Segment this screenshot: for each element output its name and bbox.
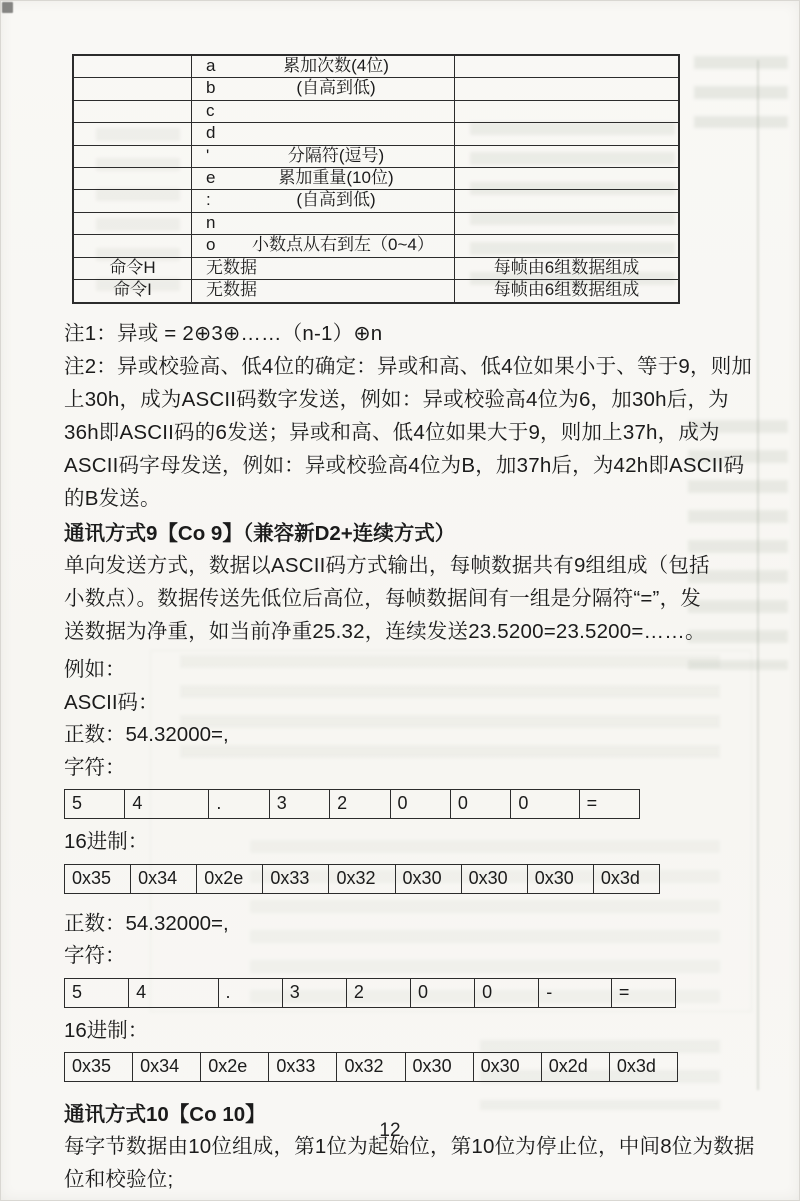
table-row xyxy=(74,190,678,212)
hex-cell: 0x2d xyxy=(542,1053,610,1081)
field-key: o xyxy=(206,235,216,255)
section-body-co9: 单向发送方式，数据以ASCII码方式输出，每帧数据共有9组组成（包括小数点）。数据传送先低位后高位，每帧数据间有一组是分隔符“=”，发送数据为净重，如当前净重25.32，连续发送23.5200=23.5200=……。 xyxy=(64,554,710,644)
command-cell xyxy=(74,101,192,122)
character-cell: 2 xyxy=(330,790,390,818)
hex-cell: 0x33 xyxy=(263,865,329,893)
table-row xyxy=(74,213,678,235)
field-key: 无数据 xyxy=(206,279,257,299)
field-cell xyxy=(192,78,455,99)
ascii-label: ASCII码： xyxy=(64,690,159,714)
positive-number-label: 正数：54.32000=, xyxy=(64,723,229,747)
field-description: 小数点从右到左（0~4） xyxy=(252,235,434,255)
frame-note-cell xyxy=(455,190,678,211)
field-description: 分隔符(逗号) xyxy=(287,145,385,165)
command-cell xyxy=(74,235,192,256)
example-label: 例如： xyxy=(64,658,126,682)
field-cell xyxy=(192,168,455,189)
table-row xyxy=(74,146,678,168)
command-cell xyxy=(74,78,192,99)
command-cell xyxy=(74,123,192,144)
positive-number-label: 正数：54.32000=, xyxy=(64,911,229,935)
field-cell xyxy=(192,101,455,122)
frame-note-cell: 每帧由6组数据组成 xyxy=(493,279,640,299)
hex-label: 16进制： xyxy=(64,1018,149,1042)
hex-cell: 0x32 xyxy=(337,1053,405,1081)
hex-cell: 0x33 xyxy=(269,1053,337,1081)
frame-note-cell: 每帧由6组数据组成 xyxy=(493,257,640,277)
field-cell xyxy=(192,213,455,234)
field-cell xyxy=(192,190,455,211)
note-2: 注2：异或校验高、低4位的确定：异或和高、低4位如果小于、等于9，则加上30h，成为ASCII码数字发送，例如：异或校验高4位为6，加30h后，为36h即ASCII码的6发送；异或和高、低4位如果大于9，则加上37h，成为ASCII码字母发送，例如：异或校验高4位为B，加37h后，为42h即ASCII码的B发送。 xyxy=(64,355,753,511)
hex-cell: 0x30 xyxy=(396,865,462,893)
field-key: e xyxy=(206,167,216,187)
hex-cell: 0x2e xyxy=(197,865,263,893)
table-row xyxy=(74,78,678,100)
table-row xyxy=(74,280,678,302)
table-row xyxy=(74,168,678,190)
command-cell: 命令H xyxy=(74,258,192,279)
table-row xyxy=(74,258,678,280)
hex-cell: 0x30 xyxy=(406,1053,474,1081)
hex-cell: 0x35 xyxy=(65,1053,133,1081)
field-description xyxy=(252,123,454,144)
field-key: 无数据 xyxy=(206,257,257,277)
field-key: : xyxy=(206,190,211,210)
document-content xyxy=(64,54,756,1196)
character-label: 字符： xyxy=(64,944,126,968)
field-key: b xyxy=(206,78,216,98)
frame-note-cell xyxy=(455,101,678,122)
field-description xyxy=(252,213,454,234)
hex-cell: 0x32 xyxy=(329,865,395,893)
character-cell: = xyxy=(618,981,630,1002)
command-cell xyxy=(74,146,192,167)
character-cell: 0 xyxy=(511,790,579,818)
hex-cell: 0x30 xyxy=(528,865,594,893)
character-cell: 3 xyxy=(270,790,330,818)
field-description: 累加次数(4位) xyxy=(283,56,389,75)
field-cell xyxy=(192,235,455,256)
field-key: n xyxy=(206,212,216,232)
frame-note-cell xyxy=(455,78,678,99)
hex-cell: 0x30 xyxy=(462,865,528,893)
example-block-2 xyxy=(64,908,756,1083)
character-strip-table xyxy=(64,789,640,819)
hex-cell: 0x2e xyxy=(201,1053,269,1081)
frame-note-cell xyxy=(455,56,678,77)
character-cell: = xyxy=(586,793,598,814)
hex-strip-table xyxy=(64,864,660,894)
character-cell: 2 xyxy=(347,979,411,1007)
frame-note-cell xyxy=(455,213,678,234)
character-cell: . xyxy=(219,979,283,1007)
field-cell xyxy=(192,258,455,279)
character-cell: 4 xyxy=(125,790,209,818)
field-key: a xyxy=(206,56,216,75)
field-cell xyxy=(192,146,455,167)
field-key: c xyxy=(206,100,215,120)
frame-note-cell xyxy=(455,146,678,167)
hex-cell: 0x3d xyxy=(600,867,640,888)
table-row xyxy=(74,56,678,78)
field-key: ' xyxy=(206,145,210,165)
field-cell xyxy=(192,123,455,144)
command-data-table xyxy=(72,54,680,304)
frame-note-cell xyxy=(455,123,678,144)
field-cell xyxy=(192,56,455,77)
field-description xyxy=(252,258,454,279)
character-strip-table xyxy=(64,978,676,1008)
character-cell: 0 xyxy=(475,979,539,1007)
field-key: d xyxy=(206,123,216,143)
frame-note-cell xyxy=(455,235,678,256)
table-row xyxy=(74,235,678,257)
field-description: (自高到低) xyxy=(296,78,376,98)
example-block-1 xyxy=(64,719,756,894)
character-cell: 0 xyxy=(411,979,475,1007)
character-cell: 4 xyxy=(129,979,218,1007)
section-body-co10: 每字节数据由10位组成，第1位为起始位，第10位为停止位，中间8位为数据位和校验位; xyxy=(64,1135,755,1192)
page-number: 12 xyxy=(379,1120,401,1141)
frame-note-cell xyxy=(455,168,678,189)
hex-cell: 0x34 xyxy=(133,1053,201,1081)
command-cell xyxy=(74,213,192,234)
section-heading-co10: 通讯方式10【Co 10】 xyxy=(64,1103,266,1127)
scan-corner-mark xyxy=(2,2,13,13)
field-description xyxy=(252,280,454,302)
hex-label: 16进制： xyxy=(64,830,149,854)
character-cell: 5 xyxy=(65,790,125,818)
hex-cell: 0x30 xyxy=(474,1053,542,1081)
character-cell: 0 xyxy=(451,790,511,818)
note-1: 注1：异或 = 2⊕3⊕……（n-1）⊕n xyxy=(64,322,383,346)
character-cell: 3 xyxy=(283,979,347,1007)
command-cell xyxy=(74,56,192,77)
field-cell xyxy=(192,280,455,302)
table-row xyxy=(74,123,678,145)
character-cell: - xyxy=(539,979,612,1007)
field-description: (自高到低) xyxy=(296,190,376,210)
field-description xyxy=(252,101,454,122)
hex-cell: 0x35 xyxy=(65,865,131,893)
command-cell xyxy=(74,168,192,189)
table-row xyxy=(74,101,678,123)
character-cell: . xyxy=(209,790,269,818)
section-heading-co9: 通讯方式9【Co 9】（兼容新D2+连续方式） xyxy=(64,522,456,546)
hex-cell: 0x3d xyxy=(616,1056,656,1077)
command-cell xyxy=(74,190,192,211)
hex-cell: 0x34 xyxy=(131,865,197,893)
command-cell: 命令I xyxy=(74,280,192,302)
field-description: 累加重量(10位) xyxy=(278,167,394,187)
character-label: 字符： xyxy=(64,755,126,779)
hex-strip-table xyxy=(64,1052,678,1082)
character-cell: 5 xyxy=(65,979,129,1007)
bleed-through-line xyxy=(757,60,759,1090)
character-cell: 0 xyxy=(391,790,451,818)
